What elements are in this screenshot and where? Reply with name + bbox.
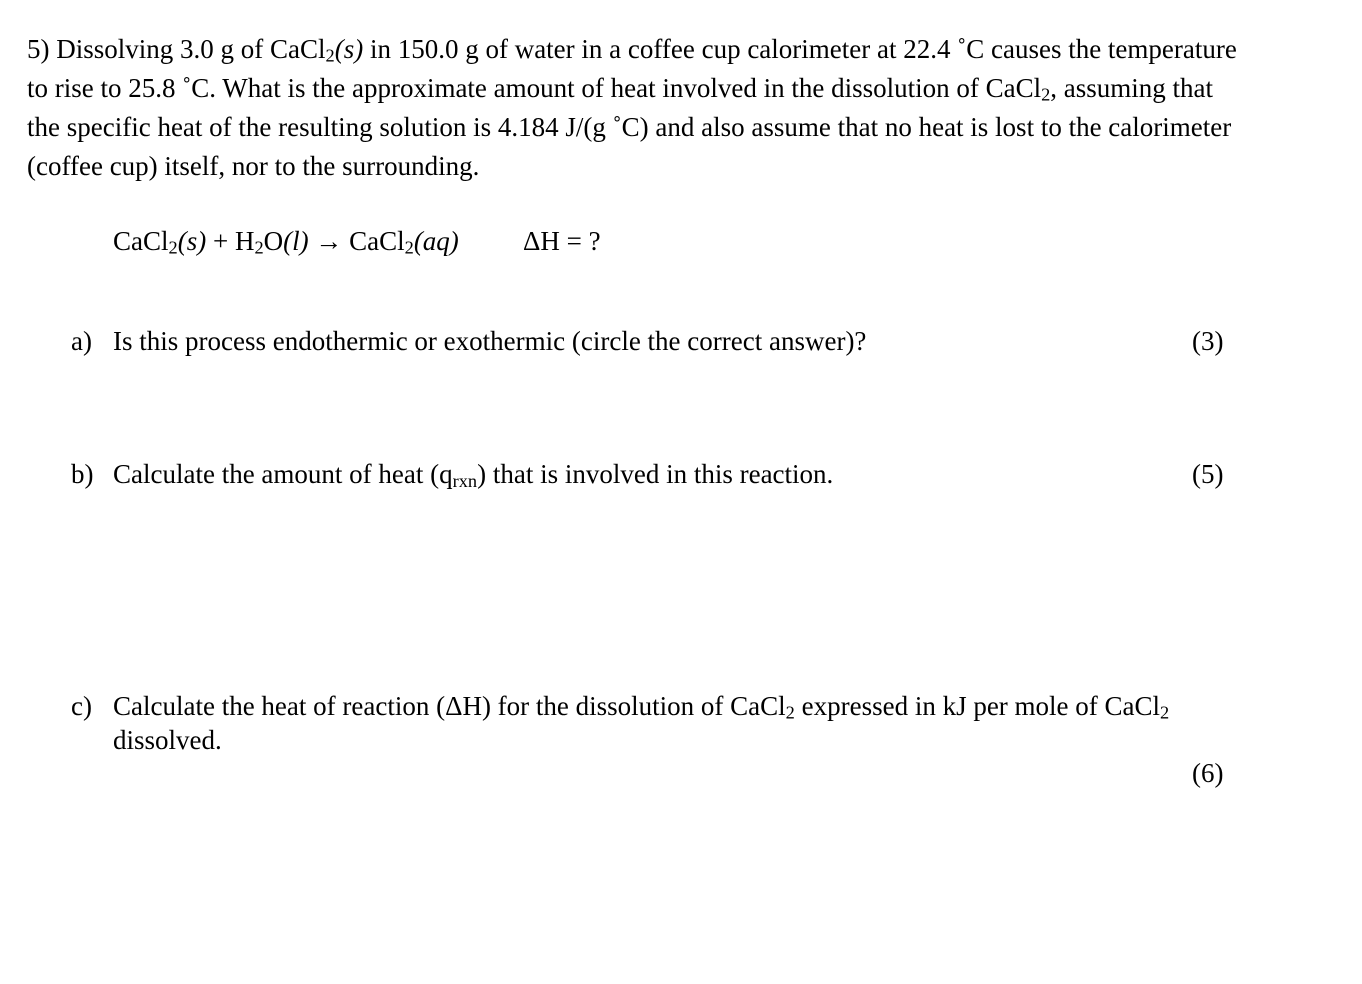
question-text-part: Calculate the amount of heat (q: [113, 459, 453, 489]
question-text: [113, 457, 833, 491]
formula-text: H: [234, 226, 255, 256]
problem-line-4: [27, 147, 1337, 186]
problem-line-3: [27, 108, 1337, 147]
question-a-points: (3): [1192, 326, 1224, 356]
problem-number: 5): [27, 34, 50, 64]
question-text-line-2: dissolved.: [113, 725, 222, 755]
intro-text-3: the specific heat of the resulting solution is 4.184 J/(g ˚C) and also assume that no heat is lost to the calorimeter: [27, 112, 1232, 142]
state-symbol: (s): [334, 34, 364, 64]
product-cacl2: [349, 226, 459, 256]
question-label: c): [71, 691, 92, 721]
reactant-water: [235, 226, 309, 256]
intro-text-1b: in 150.0 g of water in a coffee cup calorimeter at 22.4 ˚C causes the temperature: [363, 34, 1237, 64]
state-symbol: (aq): [413, 226, 459, 256]
formula-text: CaCl: [349, 226, 405, 256]
question-text: [113, 689, 1169, 723]
intro-text-2b: , assuming that: [1050, 73, 1214, 103]
subscript: 2: [168, 237, 178, 258]
subscript: rxn: [452, 471, 478, 492]
problem-line-1: [27, 30, 1337, 69]
subscript: 2: [785, 702, 795, 723]
subscript: 2: [254, 237, 264, 258]
intro-text-4: (coffee cup) itself, nor to the surrounding.: [27, 151, 480, 181]
question-text-part: Calculate the heat of reaction (ΔH) for the dissolution of CaCl: [113, 691, 786, 721]
question-label: b): [71, 459, 94, 489]
reaction-equation: [113, 222, 601, 261]
subscript: 2: [404, 237, 414, 258]
subscript: 2: [1041, 84, 1051, 105]
subscript: 2: [1160, 702, 1170, 723]
plus-sign: +: [206, 226, 235, 256]
question-label: a): [71, 326, 92, 356]
state-symbol: (l): [283, 226, 309, 256]
problem-line-2: [27, 69, 1337, 108]
reactant-cacl2: [113, 226, 206, 256]
question-text-part: ) that is involved in this reaction.: [477, 459, 834, 489]
subscript: 2: [325, 45, 335, 66]
formula-text: O: [263, 226, 284, 256]
question-text-part: expressed in kJ per mole of CaCl: [794, 691, 1161, 721]
delta-h-label: ΔH = ?: [523, 226, 601, 256]
problem-statement: [27, 30, 1337, 186]
question-text: Is this process endothermic or exothermic (circle the correct answer)?: [113, 326, 867, 356]
reaction-arrow-icon: →: [308, 226, 350, 256]
state-symbol: (s): [177, 226, 207, 256]
intro-text-2a: to rise to 25.8 ˚C. What is the approximate amount of heat involved in the dissolution of CaCl: [27, 73, 1042, 103]
formula-text: CaCl: [113, 226, 169, 256]
intro-text-1a: Dissolving 3.0 g of CaCl: [56, 34, 326, 64]
question-b-points: (5): [1192, 459, 1224, 489]
question-c-points: (6): [1192, 758, 1224, 788]
